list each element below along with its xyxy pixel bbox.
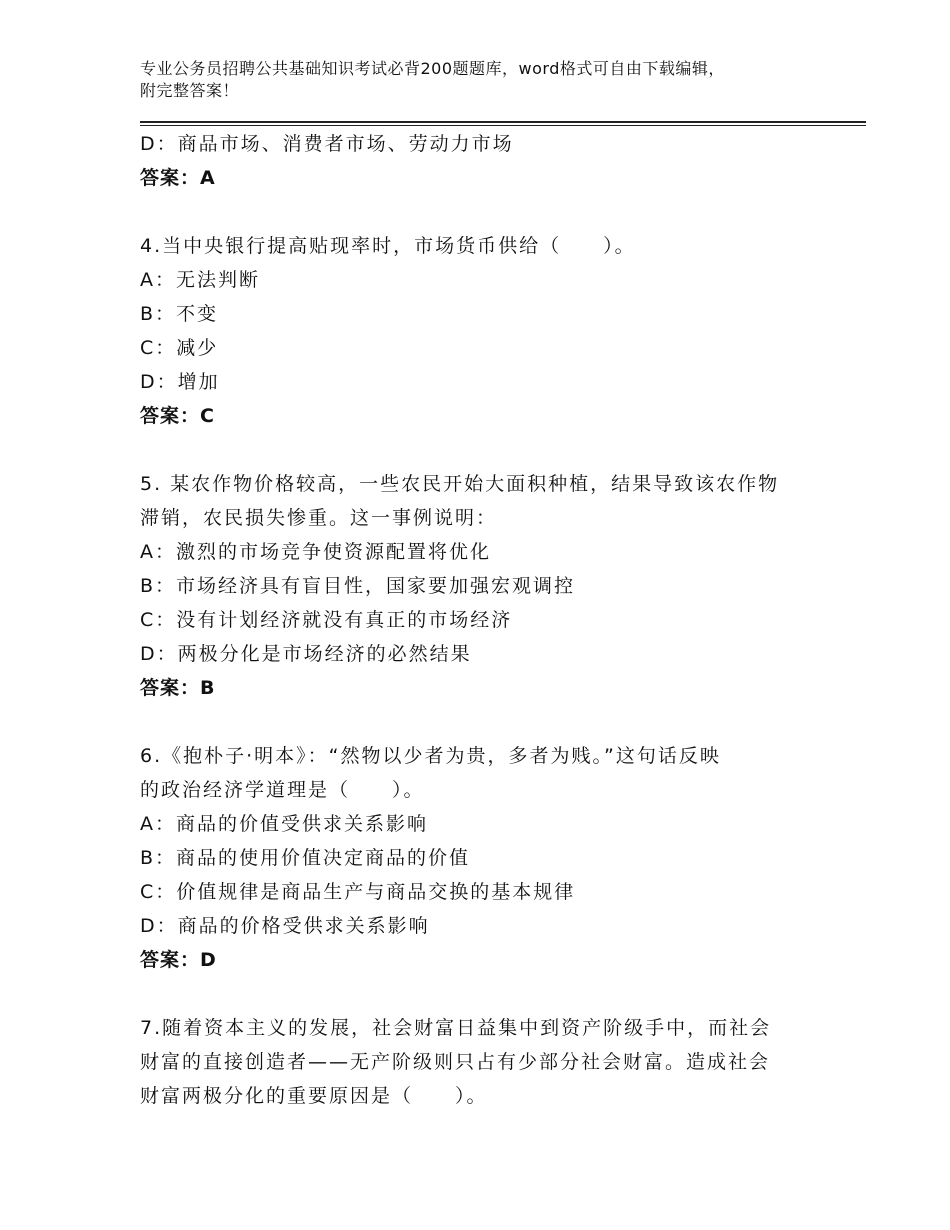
option-b: B：不变 [140,303,219,325]
question-stem-line-2: 滞销，农民损失惨重。这一事例说明： [140,507,498,529]
option-c: C：减少 [140,337,219,359]
question-6 [140,739,820,977]
option-a: A：激烈的市场竞争使资源配置将优化 [140,541,491,563]
option-d: D：商品市场、消费者市场、劳动力市场 [140,133,514,155]
page-header [140,58,830,102]
spacer [140,433,820,467]
question-stem-line-3: 财富两极分化的重要原因是（ ）。 [140,1085,488,1107]
question-5 [140,467,820,705]
option-c: C：价值规律是商品生产与商品交换的基本规律 [140,881,576,903]
question-stem-line-2: 的政治经济学道理是（ ）。 [140,779,425,801]
option-b: B：市场经济具有盲目性，国家要加强宏观调控 [140,575,576,597]
question-stem-line-1: 6.《抱朴子·明本》：“然物以少者为贵，多者为贱。”这句话反映 [140,745,721,767]
header-line-2: 附完整答案！ [140,81,240,100]
spacer [140,195,820,229]
question-7 [140,1011,820,1113]
option-b: B：商品的使用价值决定商品的价值 [140,847,471,869]
answer-line: 答案：B [140,677,216,699]
option-c: C：没有计划经济就没有真正的市场经济 [140,609,513,631]
header-line-1: 专业公务员招聘公共基础知识考试必背200题题库，word格式可自由下载编辑， [140,59,725,78]
answer-line: 答案：A [140,167,216,189]
option-d: D：增加 [140,371,220,393]
question-4 [140,229,820,433]
question-stem: 4.当中央银行提高贴现率时，市场货币供给（ ）。 [140,235,636,257]
question-stem-line-1: 7.随着资本主义的发展，社会财富日益集中到资产阶级手中，而社会 [140,1017,772,1039]
header-divider-thin [140,125,866,126]
option-a: A：无法判断 [140,269,260,291]
header-divider-thick [140,121,866,123]
answer-line: 答案：D [140,949,217,971]
spacer [140,705,820,739]
question-list [140,127,820,1113]
question-stem-line-2: 财富的直接创造者——无产阶级则只占有少部分社会财富。造成社会 [140,1051,771,1073]
option-d: D：两极分化是市场经济的必然结果 [140,643,472,665]
spacer [140,977,820,1011]
answer-line: 答案：C [140,405,215,427]
question-stem-line-1: 5. 某农作物价格较高，一些农民开始大面积种植，结果导致该农作物 [140,473,780,495]
option-a: A：商品的价值受供求关系影响 [140,813,428,835]
question-3-tail [140,127,820,195]
option-d: D：商品的价格受供求关系影响 [140,915,430,937]
